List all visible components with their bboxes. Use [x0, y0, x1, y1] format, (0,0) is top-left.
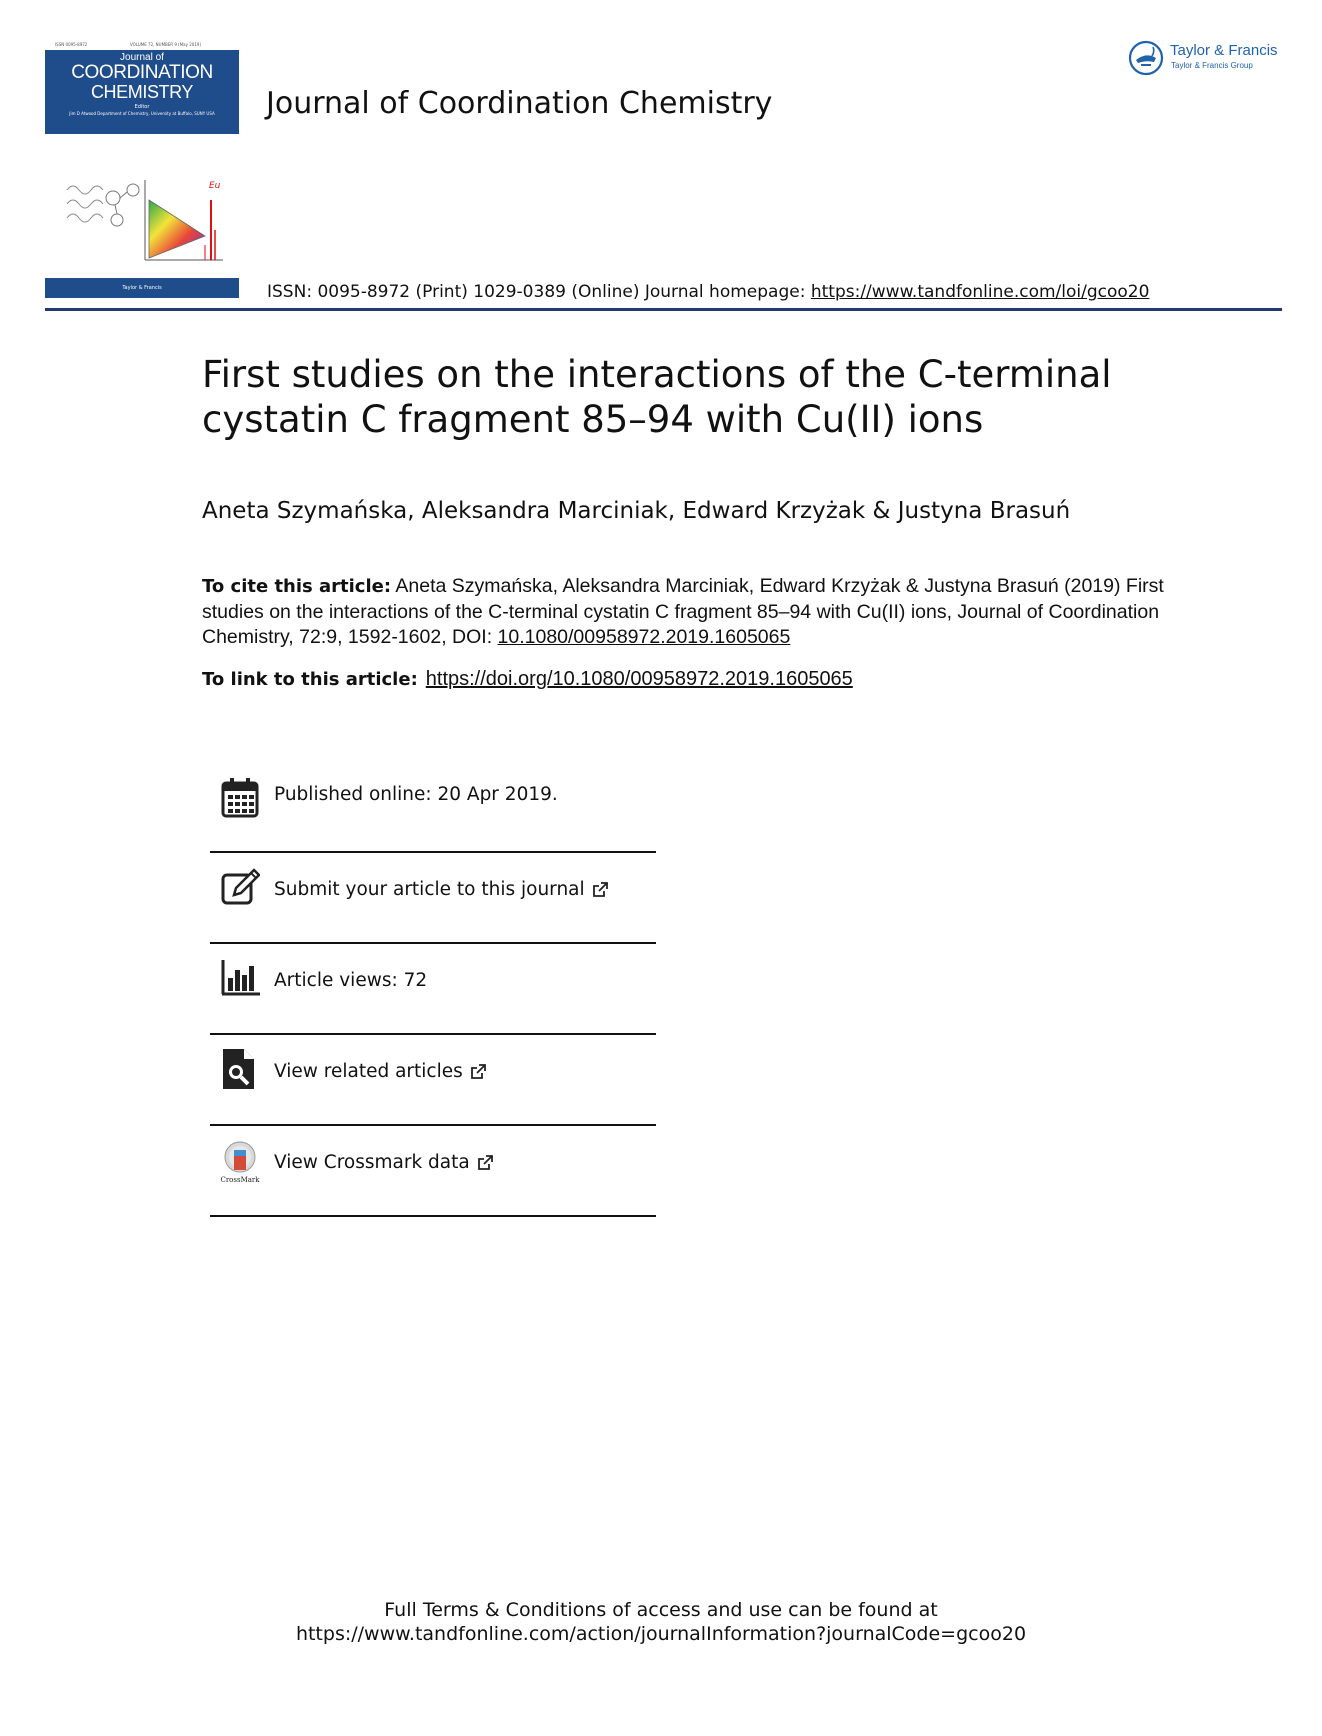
journal-homepage-link[interactable]: https://www.tandfonline.com/loi/gcoo20: [810, 282, 1150, 302]
info-row-crossmark[interactable]: [210, 1126, 656, 1217]
journal-cover: [45, 42, 239, 298]
edit-icon: [220, 865, 260, 909]
cover-title-line1: Journal of: [120, 52, 164, 63]
cover-issn: ISSN 0095-8972: [55, 42, 88, 47]
published-text: Published online: 20 Apr 2019.: [274, 784, 558, 805]
info-row-views: [210, 944, 656, 1035]
crossmark-link[interactable]: [274, 1152, 494, 1173]
footer-terms-link[interactable]: https://www.tandfonline.com/action/journalInformation?journalCode=gcoo20: [295, 1623, 1027, 1645]
cover-art-label: Eu: [209, 181, 221, 191]
external-link-icon: [469, 1063, 487, 1081]
citation-doi-link[interactable]: 10.1080/00958972.2019.1605065: [497, 626, 791, 648]
calendar-icon: [220, 776, 260, 820]
footer-line1: Full Terms & Conditions of access and use can be found at: [384, 1599, 938, 1621]
article-title: First studies on the interactions of the C-terminal cystatin C fragment 85–94 with Cu(II) ions: [202, 353, 1112, 441]
article-doi-url[interactable]: https://doi.org/10.1080/00958972.2019.1605065: [425, 668, 853, 690]
footer: [0, 1598, 1322, 1646]
related-articles-link[interactable]: [274, 1061, 487, 1082]
cover-publisher: Taylor & Francis: [122, 285, 162, 291]
cover-editor-line: Jim D Atwood Department of Chemistry, University at Buffalo, SUNY USA: [69, 111, 215, 116]
article-link-label: To link to this article:: [202, 669, 418, 690]
citation-text: Aneta Szymańska, Aleksandra Marciniak, Edward Krzyżak & Justyna Brasuń (2019) First studies on the interactions of the C-terminal cystatin C fragment 85–94 with Cu(II) ions, Journal of Coordination Chemistry, 72:9, 1592-1602, DOI:: [202, 575, 1164, 648]
issn-text: ISSN: 0095-8972 (Print) 1029-0389 (Online) Journal homepage:: [267, 282, 811, 302]
article-authors: Aneta Szymańska, Aleksandra Marciniak, Edward Krzyżak & Justyna Brasuń: [202, 498, 1071, 524]
bar-chart-icon: [220, 956, 260, 1000]
external-link-icon: [591, 881, 609, 899]
search-document-icon: [220, 1047, 260, 1091]
article-views-text: Article views: 72: [274, 970, 428, 991]
related-articles-label: View related articles: [274, 1061, 463, 1082]
lamp-icon: [1128, 40, 1164, 76]
info-row-published: [210, 762, 656, 853]
cover-title-band: [45, 50, 239, 134]
cover-artwork: [65, 170, 225, 265]
info-row-related[interactable]: [210, 1035, 656, 1126]
issn-line: [267, 282, 1149, 302]
publisher-name: Taylor & Francis: [1170, 42, 1278, 59]
article-info-list: [210, 762, 656, 1217]
citation-label: To cite this article:: [202, 576, 392, 597]
publisher-group: Taylor & Francis Group: [1171, 61, 1253, 70]
article-link: [202, 668, 853, 691]
cover-title-line3: CHEMISTRY: [90, 82, 194, 102]
cover-publisher-band: [45, 278, 239, 298]
cover-title-line2: COORDINATION: [71, 62, 213, 83]
header-divider: [45, 308, 1282, 311]
crossmark-label: View Crossmark data: [274, 1152, 470, 1173]
submit-article-label: Submit your article to this journal: [274, 879, 585, 900]
crossmark-icon-label: CrossMark: [220, 1176, 260, 1184]
journal-name: Journal of Coordination Chemistry: [266, 86, 773, 121]
crossmark-icon: [220, 1140, 260, 1184]
info-row-submit[interactable]: [210, 853, 656, 944]
cover-editor-label: Editor: [134, 104, 150, 110]
submit-article-link[interactable]: [274, 879, 609, 900]
publisher-logo[interactable]: [1128, 38, 1288, 78]
citation: [202, 574, 1222, 651]
cover-volume: VOLUME 72, NUMBER 9 (May 2019): [130, 42, 202, 47]
external-link-icon: [476, 1154, 494, 1172]
